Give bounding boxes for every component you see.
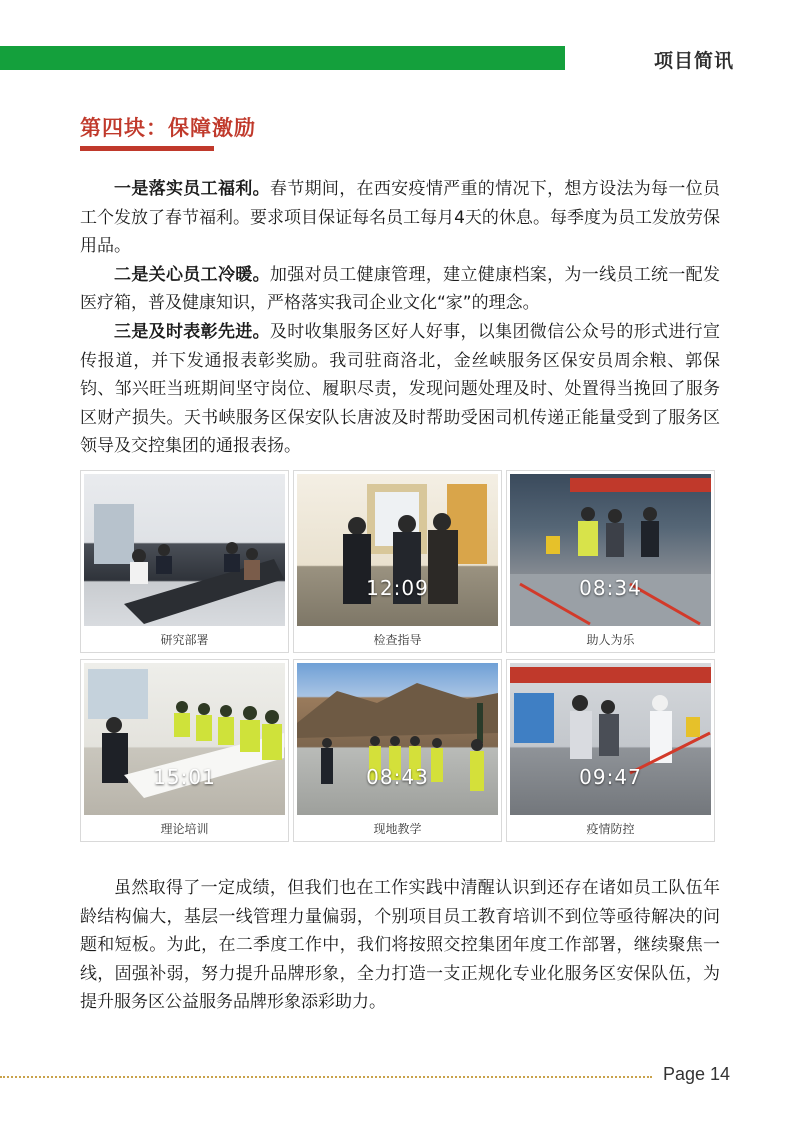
section-title: 第四块：保障激励 [80, 116, 256, 140]
inspection-photo [297, 474, 498, 626]
closing-paragraph [80, 874, 720, 1017]
timestamp-overlay: 08:43 [366, 765, 429, 789]
paragraph-2 [80, 261, 720, 318]
photo-caption: 检查指导 [373, 633, 422, 647]
timestamp-overlay: 08:34 [579, 576, 642, 600]
photo-cell [80, 470, 289, 653]
photo-cell [506, 659, 715, 842]
paragraph-1 [80, 175, 720, 261]
photo-cell [506, 470, 715, 653]
photo-cell [293, 470, 502, 653]
paragraph-3 [80, 318, 720, 461]
paragraph-lead: 一是落实员工福利。 [114, 179, 270, 199]
paragraph-text: 加强对员工健康管理，建立健康档案，为一线员工统一配发医疗箱，普及健康知识，严格落实我司企业文化“家”的理念。 [80, 264, 721, 314]
timestamp-overlay: 15:01 [153, 765, 216, 789]
section-underline [80, 146, 214, 151]
footer-divider [0, 1076, 652, 1078]
photo-cell [293, 659, 502, 842]
body-text [80, 175, 720, 461]
photo-caption: 研究部署 [160, 633, 209, 647]
photo-caption: 理论培训 [160, 822, 209, 836]
paragraph-lead: 二是关心员工冷暖。 [114, 264, 270, 285]
photo-caption: 现地教学 [373, 822, 422, 836]
header-green-bar [0, 46, 565, 70]
paragraph-text: 春节期间，在西安疫情严重的情况下，想方设法为每一位员工个发放了春节福利。要求项目保证每名员工每月4天的休息。每季度为员工发放劳保用品。 [80, 179, 721, 257]
timestamp-overlay: 12:09 [366, 576, 429, 600]
header-title: 项目简讯 [653, 50, 734, 72]
closing-text: 虽然取得了一定成绩，但我们也在工作实践中清醒认识到还存在诸如员工队伍年龄结构偏大，基层一线管理力量偏弱，个别项目员工教育培训不到位等亟待解决的问题和短板。为此，在二季度工作中，我们将按照交控集团年度工作部署，继续聚焦一线，固强补弱，努力提升品牌形象，全力打造一支正规化专业化服务区安保队伍，为提升服务区公益服务品牌形象添彩助力。 [80, 878, 720, 1013]
paragraph-lead: 三是及时表彰先进。 [114, 321, 270, 342]
photo-caption: 疫情防控 [586, 822, 635, 836]
meeting-photo [84, 474, 285, 626]
photo-grid [80, 470, 727, 848]
photo-cell [80, 659, 289, 842]
helping-photo [510, 474, 711, 626]
training-photo [84, 663, 285, 815]
page-number: Page 14 [662, 1064, 730, 1084]
paragraph-text: 及时收集服务区好人好事，以集团微信公众号的形式进行宣传报道，并下发通报表彰奖励。我司驻商洛北，金丝峡服务区保安员周余粮、郭保钧、邹兴旺当班期间坚守岗位、履职尽责，发现问题处理及时、处置得当挽回了服务区财产损失。天书峡服务区保安队长唐波及时帮助受困司机传递正能量受到了服务区领导及交控集团的通报表扬。 [80, 321, 721, 457]
photo-caption: 助人为乐 [586, 633, 635, 647]
epidemic-control-photo [510, 663, 711, 815]
field-teaching-photo [297, 663, 498, 815]
timestamp-overlay: 09:47 [579, 765, 642, 789]
